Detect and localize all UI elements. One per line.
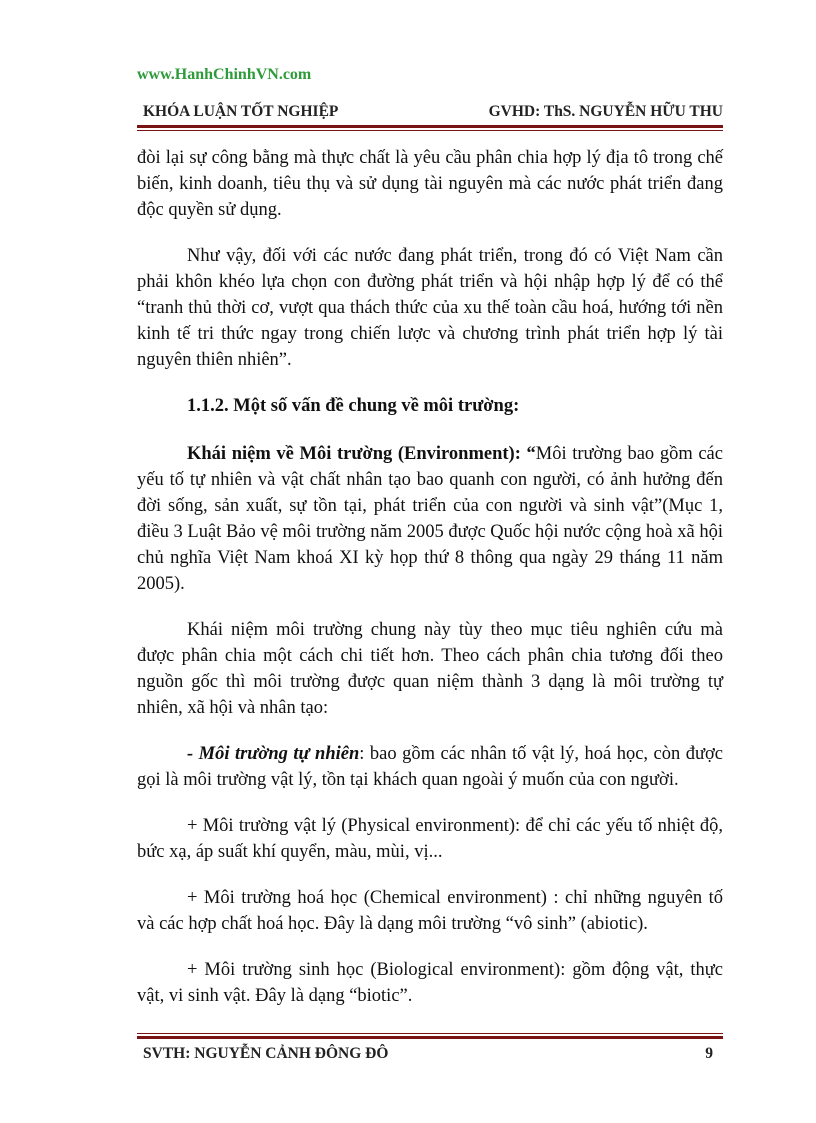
- header-thesis-title: KHÓA LUẬN TỐT NGHIỆP: [143, 103, 339, 120]
- section-heading: 1.1.2. Một số vấn đề chung về môi trường:: [187, 396, 520, 416]
- footer-rule-thin: [137, 1033, 723, 1034]
- natural-env-text: : bao gồm các nhân tố vật lý, hoá học, còn được gọi là môi trường vật lý, tồn tại khách quan ngoài ý muốn của con người.: [137, 744, 723, 790]
- paragraph-7: + Môi trường hoá học (Chemical environment) : chỉ những nguyên tố và các hợp chất hoá học. Đây là dạng môi trường “vô sinh” (abiotic).: [137, 888, 723, 934]
- natural-env-term: - Môi trường tự nhiên: [187, 744, 360, 764]
- paragraph-2: Như vậy, đối với các nước đang phát triển, trong đó có Việt Nam cần phải khôn khéo lựa chọn con đường phát triển và hội nhập hợp lý để có thể “tranh thủ thời cơ, vượt qua thách thức của xu thế toàn cầu hoá, hướng tới nền kinh tế tri thức ngay trong chiến lược và chương trình phát triển hợp lý tài nguyên thiên nhiên”.: [137, 246, 723, 370]
- page-number: 9: [705, 1045, 713, 1062]
- paragraph-8: + Môi trường sinh học (Biological environment): gồm động vật, thực vật, vi sinh vật. Đây là dạng “biotic”.: [137, 960, 723, 1006]
- website-url: www.HanhChinhVN.com: [137, 66, 312, 83]
- paragraph-3: [137, 441, 723, 597]
- header-rule-thick: [137, 125, 723, 128]
- header-advisor: GVHD: ThS. NGUYỄN HỮU THU: [488, 103, 723, 120]
- footer-student: SVTH: NGUYỄN CẢNH ĐÔNG ĐÔ: [143, 1045, 389, 1062]
- paragraph-1: đòi lại sự công bằng mà thực chất là yêu cầu phân chia hợp lý địa tô trong chế biến, kinh doanh, tiêu thụ và sử dụng tài nguyên mà các nước phát triển đang độc quyền sử dụng.: [137, 148, 723, 220]
- paragraph-4: Khái niệm môi trường chung này tùy theo mục tiêu nghiên cứu mà được phân chia một cách chi tiết hơn. Theo cách phân chia tương đối theo nguồn gốc thì môi trường được quan niệm thành 3 dạng là môi trường tự nhiên, xã hội và nhân tạo:: [137, 620, 723, 718]
- definition-text: Môi trường bao gồm các yếu tố tự nhiên và vật chất nhân tạo bao quanh con người, có ảnh hưởng đến đời sống, sản xuất, sự tồn tại, phát triển của con người và sinh vật”(Mục 1, điều 3 Luật Bảo vệ môi trường năm 2005 được Quốc hội nước cộng hoà xã hội chủ nghĩa Việt Nam khoá XI kỳ họp thứ 8 thông qua ngày 29 tháng 11 năm 2005).: [137, 444, 723, 594]
- paragraph-5: [137, 741, 723, 793]
- header-rule-thin: [137, 130, 723, 131]
- paragraph-6: + Môi trường vật lý (Physical environment): để chỉ các yếu tố nhiệt độ, bức xạ, áp suất khí quyển, màu, mùi, vị...: [137, 816, 723, 862]
- definition-term: Khái niệm về Môi trường (Environment): “: [187, 444, 536, 464]
- document-body: [137, 145, 723, 1029]
- footer-rule-thick: [137, 1036, 723, 1039]
